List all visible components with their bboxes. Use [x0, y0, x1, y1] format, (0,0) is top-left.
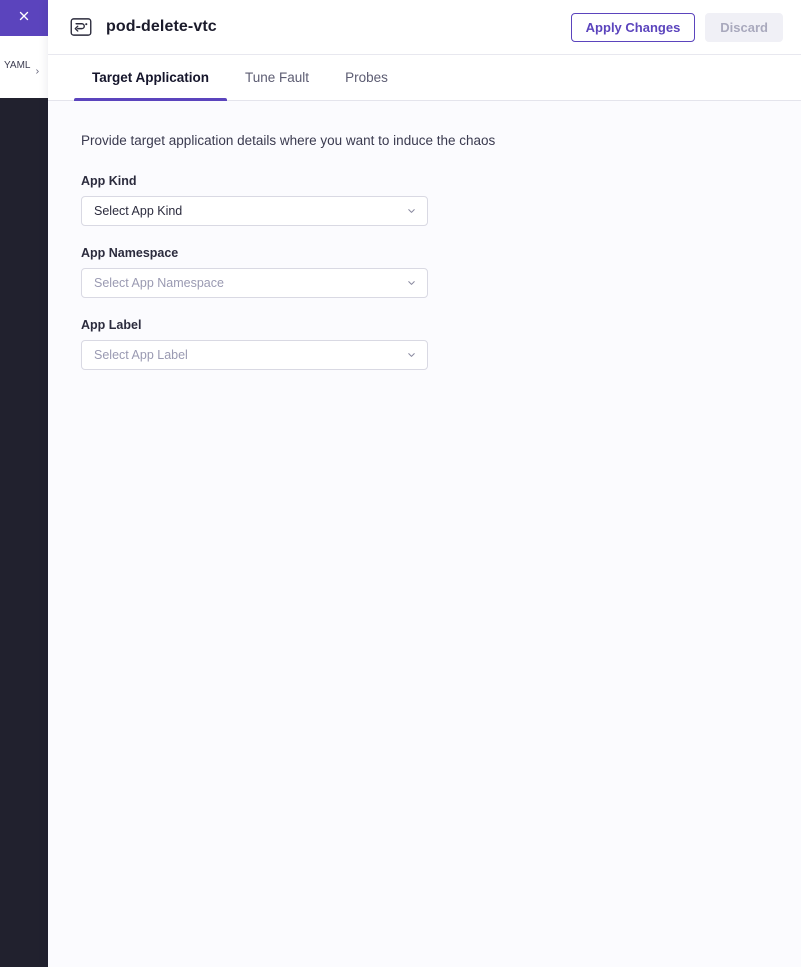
- field-app-namespace: [81, 246, 428, 298]
- discard-button[interactable]: Discard: [705, 13, 783, 42]
- app-kind-value: Select App Kind: [94, 204, 183, 218]
- background-row: [0, 78, 48, 99]
- app-namespace-select[interactable]: [81, 268, 428, 298]
- app-namespace-value: Select App Namespace: [94, 276, 224, 290]
- chevron-down-icon: [406, 278, 417, 289]
- app-label-label: App Label: [81, 318, 142, 332]
- tab-tune-fault[interactable]: Tune Fault: [245, 70, 310, 85]
- fault-configuration-drawer: [48, 0, 801, 967]
- close-icon: [17, 9, 31, 28]
- tab-target-application[interactable]: Target Application: [74, 55, 227, 100]
- drawer-tabs: [48, 55, 801, 101]
- app-kind-label: App Kind: [81, 174, 137, 188]
- background-dark-panel: [0, 98, 48, 967]
- field-app-kind: [81, 174, 428, 226]
- target-application-panel: [48, 101, 801, 967]
- chevron-down-icon: [406, 206, 417, 217]
- apply-changes-button[interactable]: Apply Changes: [571, 13, 696, 42]
- page-title: pod-delete-vtc: [106, 18, 217, 35]
- header-actions: [571, 13, 783, 42]
- app-label-value: Select App Label: [94, 348, 188, 362]
- drawer-header: [48, 0, 801, 55]
- tab-probes[interactable]: Probes: [345, 70, 388, 85]
- chevron-right-icon: [34, 62, 41, 69]
- field-app-label: [81, 318, 428, 370]
- section-description: Provide target application details where you want to induce the chaos: [81, 133, 496, 148]
- close-drawer-button[interactable]: [0, 0, 48, 36]
- app-kind-select[interactable]: [81, 196, 428, 226]
- chevron-down-icon: [406, 350, 417, 361]
- app-label-select[interactable]: [81, 340, 428, 370]
- background-yaml-toggle[interactable]: [0, 52, 48, 79]
- app-namespace-label: App Namespace: [81, 246, 179, 260]
- chaos-fault-icon: [68, 14, 94, 40]
- yaml-toggle-label: YAML: [4, 59, 31, 71]
